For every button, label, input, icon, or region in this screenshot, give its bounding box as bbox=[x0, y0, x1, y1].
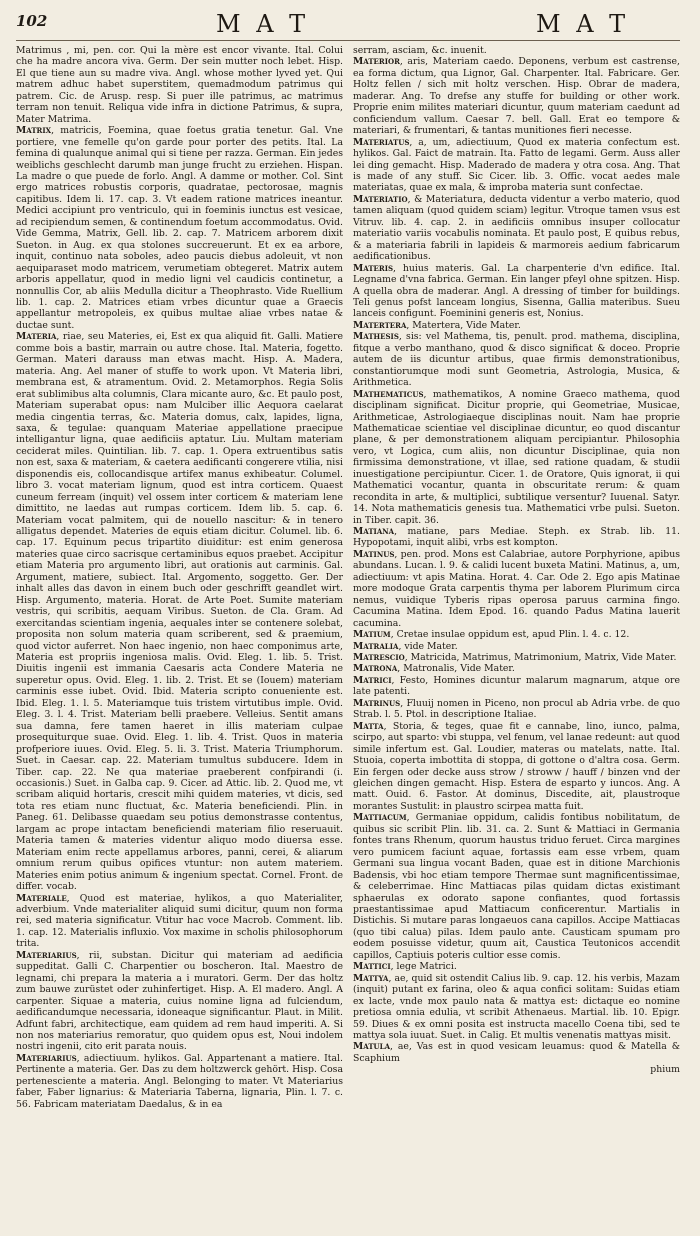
entry-headword: Matrinus bbox=[353, 697, 401, 709]
entry-text: , sis: vel Mathema, tis, penult. prod. mathema, disciplina, fitque a verbo manthano, quod & disco significat & doceo. Proprie autem de iis dicuntur artibus, quae firmis demonstrationibus, constantiorumque modi sunt Geometria, Astrologia, Musica, & Arithmetica. bbox=[353, 331, 680, 389]
dictionary-entry bbox=[353, 663, 680, 674]
entry-text: , Festo, Homines dicuntur malarum magnarum, atque ore late patenti. bbox=[353, 674, 680, 698]
entry-headword: Materia bbox=[16, 331, 57, 343]
entry-text: serram, asciam, &c. inuenit. bbox=[353, 45, 487, 56]
page-number: 102 bbox=[16, 12, 48, 30]
entry-headword: Mattici bbox=[353, 961, 391, 973]
entry-text: , vide Mater. bbox=[398, 640, 458, 652]
entry-text: , mathematikos, A nomine Graeco mathema, quod disciplinam significat. Dicitur proprie, qui Geometriae, Musicae, Arithmeticae, Astrologiaeque disciplinas nouit. Nam hae proprie Mathematicae scientiae vel disciplinae dicuntur, eo quod discantur plane, & per demonstrationem aliquam percipiantur. Philosophia vero, vt Logica, cum aliis, non dicuntur Disciplinae, quia non firmissima demonstratione, vt illae, sed ratione quadam, & studii inuestigatione percipiuntur. Cicer. 1. de Oratore, Quis ignorat, ii qui Mathematici vocantur, quanta in obscuritate rerum: & quam recondita in arte, & multiplici, subtilique versentur? Iuuenal. Satyr. 14. Nota mathematicis genesis tua. Mathematici vrbe pulsi. Sueton. in Tiber. capit. 36. bbox=[353, 388, 680, 526]
dictionary-entry bbox=[353, 526, 680, 549]
running-head-right: M A T bbox=[536, 10, 630, 38]
dictionary-entry bbox=[353, 137, 680, 194]
page-header bbox=[16, 10, 680, 41]
dictionary-entry bbox=[353, 641, 680, 652]
entry-headword: Matula bbox=[353, 1041, 391, 1053]
dictionary-entry bbox=[353, 331, 680, 388]
entry-text: , rii, substan. Dicitur qui materiam ad aedificia suppeditat. Galli C. Charpentier ou boscheron. Ital. Maestro de legnami, chi prepara la materia a i muratori. Germ. Der das holtz zum bauwe zurüstet oder zuhinfertiget. Hisp. A. El madero. Angl. A carpenter. Siquae a materia, cuius nomine ligna ad fulciendum, aedificandumque necessaria, idoneaque significantur. Plaut. in Milit. Adfunt fabri, architectique, eam quidem ad rem haud imperiti. A. Si non nos materiarius remoratur, quo quidem opus est, Noui indolem nostri ingenii, cito erit parata nouis. bbox=[16, 949, 343, 1053]
left-column bbox=[16, 45, 343, 1225]
catchword: phium bbox=[650, 1064, 680, 1076]
text-columns bbox=[16, 45, 680, 1225]
entry-headword: Materiarius bbox=[16, 1052, 77, 1064]
entry-headword: Matrix bbox=[16, 125, 52, 137]
entry-headword: Matium bbox=[353, 629, 391, 641]
entry-text: , ae, Vas est in quod vesicam leuamus: quod & Matella & Scaphium bbox=[353, 1041, 680, 1064]
entry-headword: Materis bbox=[353, 262, 394, 274]
running-head-left: M A T bbox=[216, 10, 310, 38]
entry-headword: Mattiacum bbox=[353, 812, 407, 824]
entry-text: , aris, Materiam caedo. Deponens, verbum est castrense, ea forma dictum, qua Lignor, Gal. Charpenter. Ital. Fabricare. Ger. Holtz fellen / sich mit holtz verschen. Hisp. Obrar de madera, maderar. Ang. To drefse any stuffe for building or other work. Proprie enim milites materiari dicuntur, quum materiam caedunt ad conficiendum vallum. Caesar 7. bell. Gall. Erat eo tempore & materiari, & frumentari, & tantas munitiones fieri necesse. bbox=[353, 56, 680, 137]
entry-headword: Matinus bbox=[353, 548, 395, 560]
dictionary-entry bbox=[353, 549, 680, 629]
entry-headword: Mathesis bbox=[353, 331, 399, 343]
entry-text: , huius materis. Gal. La charpenterie d'vn edifice. Ital. Legname d'vna fabrica. German. Ein langer pfeyl ohne spitzen. Hisp. A quella obra de maderar. Angl. A dressing of timber for buildings. Teli genus pofst lanceam longius, Sisenna, Gallia materibus. Sueu lanceis configunt. Foeminini generis est, Nonius. bbox=[353, 262, 680, 320]
entry-text: , Matronalis, Vide Mater. bbox=[397, 663, 515, 675]
entry-headword: Matta bbox=[353, 720, 384, 732]
entry-text: , ae, quid sit ostendit Calius lib. 9. cap. 12. his verbis, Mazam (inquit) putant ex farina, oleo & aqua confici solitam: Suidas etiam ex lacte, vnde mox paulo nata & mattya est: dictaque eo nomine pretiosa omnia edulia, vt scribit Athenaeus. Martial. lib. 10. Epigr. 59. Diues & ex omni posita est instructa macello Coena tibi, sed te mattya sola iuuat. Suet. in Calig. Et multis venenatis mattyas misit. bbox=[353, 972, 680, 1041]
entry-headword: Materiatus bbox=[353, 136, 410, 148]
entry-text: , matricis, Foemina, quae foetus gratia tenetur. Gal. Vne portiere, vne femelle qu'on garde pour porter des petits. Ital. La femina di qualunque animal qui si tiene per razza. German. Ein jedes weiblichs geschlecht darumb man junge frucht zu erziehen. Hispan. La madre o que puede de forlo. Angl. A damme or mother. Col. Sint ergo matrices robustis corporis, quadratae, pectorosae, magnis capitibus. Idem li. 17. cap. 3. Vt eadem ratione matrices ineantur. Medici accipiunt pro ventriculo, qui in foeminis iunctus est vesicae, ad recipiendum semen, & continendum foetum accommodatus. Ovid. Vide Gemma, Matrix, Gell. lib. 2. cap. 7. Matricem arborem dixit Sueton. in Aug. ex qua stolones succreuerunt. Et ex ea arbore, inquit, continuo nata soboles, adeo paucis diebus adoleuit, vt non aequiparaset modo matricem, verumetiam obtegeret. Matrix autem arboris appellatur, quod in medio ligni vel caudicis continetur, a nonnullis Cor, ab aliis Medulla dicitur a Theophrasto. Vide Ruellium lib. 1. cap. 2. Matrices etiam vrbes dicuntur quae a Graecis appellantur metropoleis, ex quibus multae aliae vrbes natae & ductae sunt. bbox=[16, 125, 343, 331]
entry-text: , Germaniae oppidum, calidis fontibus nobilitatum, de quibus sic scribit Plin. lib. 31. ca. 2. Sunt & Mattiaci in Germania fontes trans Rhenum, quorum haustus triduo feruet. Circa margines vero pumicem faciunt aquae, fortassis eam esse vrbem, quam Germani sua lingua vocant Baden, quae est in ditione Marchionis Badensis, vbi hoc etiam tempore Thermae sunt magnificentissimae, & celeberrimae. Hinc Mattiacas pilas quidam dictas existimant sphaerulas ex odorato sapone confiantes, quod fortassis praestantissimae apud Mattiacum conficerentur. Martialis in Distichis. Si mutare paras longaeuos cana capillos. Accipe Mattiacas (quo tibi calua) pilas. Idem paulo ante. Causticam spumam pro eodem posuisse videtur, quum ait, Caustica Teutonicos accendit capillos, Captiuis poteris cultior esse comis. bbox=[353, 812, 680, 961]
entry-headword: Matertera bbox=[353, 319, 407, 331]
entry-headword: Matrescio bbox=[353, 652, 405, 664]
right-column bbox=[353, 45, 680, 1225]
entry-headword: Matralia bbox=[353, 640, 399, 652]
entry-text: , lege Matrici. bbox=[390, 961, 457, 973]
dictionary-entry bbox=[353, 721, 680, 813]
dictionary-entry bbox=[16, 45, 343, 125]
dictionary-entry bbox=[353, 812, 680, 961]
dictionary-entry bbox=[353, 629, 680, 640]
dictionary-entry bbox=[353, 973, 680, 1042]
dictionary-entry bbox=[353, 45, 680, 56]
entry-text: , Cretae insulae oppidum est, apud Plin. l. 4. c. 12. bbox=[390, 629, 630, 641]
dictionary-entry bbox=[353, 320, 680, 331]
entry-text: , Quod est materiae, hylikos, a quo Materialiter, adverbium. Vnde materialiter aliquid sumi dicitur, quum non forma rei, sed materia significatur. Vtitur hac voce Macrob. Comment. lib. 1. cap. 12. Materialis influxio. Vox maxime in scholis philosophorum trita. bbox=[16, 892, 343, 950]
dictionary-entry bbox=[353, 961, 680, 972]
entry-headword: Matiana bbox=[353, 526, 395, 538]
dictionary-entry bbox=[16, 1053, 343, 1110]
entry-headword: Materiarius bbox=[16, 949, 77, 961]
dictionary-entry bbox=[353, 1041, 680, 1064]
entry-text: , Storia, & teges, quae fit e cannabe, lino, iunco, palma, scirpo, aut sparto: vbi stuppa, vel fenum, vel lanae redeunt: aut quod simile infertum est. Gal. Loudier, materas ou matelats, natte. Ital. Stuoia, coperta imbottita di stoppa, di gottone o d'altra cosa. Germ. Ein fergen oder decke auss strow / stroww / hauff / binzen vnd der gleichen dingen gemacht. Hisp. Estera de esparto y iuncos. Ang. A matt. Ouid. 6. Fastor. At dominus, Discedite, ait, plaustroque morantes Sustulit: in plaustro scirpea matta fuit. bbox=[353, 720, 680, 812]
entry-text: , pen. prod. Mons est Calabriae, autore Porphyrione, apibus abundans. Lucan. l. 9. & calidi lucent buxeta Matini. Matinus, a, um, adiectiuum: vt apis Matina. Horat. 4. Car. Ode 2. Ego apis Matinae more modoque Grata carpentis thyma per laborem Plurimum circa nemus, vuidique Tyberis ripas operosa paruus carmina fingo. Cacumina Matina. Idem Epod. 16. quando Padus Matina lauerit cacumina. bbox=[353, 548, 680, 629]
dictionary-entry bbox=[353, 389, 680, 526]
dictionary-entry bbox=[353, 652, 680, 663]
entry-text: , adiectiuum. hylikos. Gal. Appartenant a matiere. Ital. Pertinente a materia. Ger. Das zu dem holtzwerck gehört. Hisp. Cosa pertenesciente a materia. Angl. Belonging to mater. Vt Materiarius faber, Faber lignarius: & Materiaria Taberna, lignaria, Plin. l. 7. c. 56. Fabricam materiatam Daedalus, & in ea bbox=[16, 1052, 343, 1110]
dictionary-entry bbox=[353, 698, 680, 721]
entry-text: , matiane, pars Mediae. Steph. ex Strab. lib. 11. Hypopotami, inquit alibi, vrbs est kompton. bbox=[353, 526, 680, 549]
entry-text: , Fluuij nomen in Piceno, non procul ab Adria vrbe. de quo Strab. l. 5. Ptol. in descriptione Italiae. bbox=[353, 697, 680, 721]
dictionary-entry bbox=[16, 950, 343, 1053]
entry-text: Matrimus , mi, pen. cor. Qui la mère est encor vivante. Ital. Colui che ha madre ancora viva. Germ. Der sein mutter noch lebet. Hisp. El que tiene aun su madre viva. Angl. whose mother lyved yet. Qui matrem adhuc habet superstitem, quemadmodum patrimus qui patrem. Cic. de Arusp. resp. Si puer ille patrimus, ac matrimus terram non tenuit. Reliqua vide infra in dictione Patrimus, & supra, Mater Matrima. bbox=[16, 45, 343, 125]
entry-text: , Matertera, Vide Mater. bbox=[406, 319, 521, 331]
entry-headword: Materior bbox=[353, 56, 400, 68]
dictionary-entry bbox=[353, 194, 680, 263]
dictionary-entry bbox=[16, 331, 343, 892]
dictionary-entry bbox=[353, 56, 680, 136]
entry-headword: Materiale bbox=[16, 892, 67, 904]
entry-headword: Materiatio bbox=[353, 193, 408, 205]
dictionary-entry bbox=[16, 125, 343, 331]
entry-headword: Matrona bbox=[353, 663, 398, 675]
entry-headword: Mathematicus bbox=[353, 388, 424, 400]
entry-text: , & Materiatura, deducta videntur a verbo materio, quod tamen aliquam (quod quidem sciam) legitur. Vtroque tamen vsus est Vitruv. lib. 4. cap. 2. in aedificiis omnibus insuper collocatur materiatio variis vocabulis nominata. Et paulo post, E quibus rebus, & a materiaria fabrili in lapideis & marmoreis aedium fabricarum aedificationibus. bbox=[353, 193, 680, 263]
entry-headword: Matrici bbox=[353, 674, 392, 686]
entry-text: , riae, seu Materies, ei, Est ex qua aliquid fit. Galli. Matiere comme bois a bastir, marrain ou autre chose. Ital. Materia, fogetto. German. Materi darauss man etwas macht. Hisp. A. Madera, materia. Ang. Ael maner of stuffe to work upon. Vt Materia libri, membrana est, & atramentum. Ovid. 2. Metamorphos. Regia Solis erat sublimibus alta columnis, Clara micante auro, &c. Et paulo post, Materiam superabat opus: nam Mulciber illic Aequora caelarat media cingentia terras, &c. Materia domus, calx, lapides, ligna, saxa, & tegulae: quanquam Materiae appellatione praecipue intelligantur ligna, quae aedificiis aptatur. Liu. Multam materiam ceciderat miles. Quintilian. lib. 7. cap. 1. Opera extruentibus satis non est, saxa & materiam, & caetera aedificanti congerere vtilia, nisi disponendis eis, collocandisque artifex manus exhibeatur. Columel. libro 3. vocat materiam lignum, quod est intra corticem. Quaest cuneum ferream (inquit) vel ossem inter corticem & materiam lene dimittito, ne laedas aut rumpas corticem. Idem lib. 5. cap. 6. Materiam vocat palmitem, qui de nouello nascitur: & in tenero alligatus dependet. Materies de equis etiam dicitur. Columel. lib. 6. cap. 17. Equinum pecus tripartito diuiditur: est enim generosa materies quae circo sacrisque certaminibus equos praebet. Accipitur etiam Materia pro argumento libri, aut orationis aut carminis. Gal. Argument, matiere, subiect. Ital. Argomento, soggetto. Ger. Der inhalt alles das davon in einem buch oder geschrifft geandlet wirt. Hisp. Argumento, materia. Horat. de Arte Poet. Sumite materiam vestris, qui scribitis, aequam Viribus. Sueton. de Cla. Gram. Ad exercitandas scientiam ingenia, aequales inter se contenere solebat, proposita non solum materia quam scriberent, sed & praemium, quod victor auferret. Non haec ingenio, non haec componimus arte, Materia est propriis ingeniosa malis. Ovid. Eleg. 1. lib. 5. Trist. Diuitis ingenii est immania Caesaris acta Condere Materia ne superetur opus. Ovid. Eleg. 1. lib. 2. Trist. Et se (Iouem) materiam carminis esse iubet. Ovid. Ibid. Materia scripto conueniente est. Ibid. Eleg. 1. l. 5. Materiamque tuis tristem virtutibus imple. Ovid. Eleg. 3. l. 4. Trist. Materiam belli praebere. Velleius. Sentit amans sua damna, fere tamen haeret in illis materiam culpae prosequiturque suae. Ovid. Eleg. 1. lib. 4. Trist. Quos in materia profperiore iuues. Ovid. Eleg. 5. li. 3. Trist. Materia Triumphorum. Suet. in Caesar. cap. 22. Materiam tumultus subducere. Idem in Tiber. cap. 22. Ne qua materiae praeberent confpirandi (i. occasionis.) Suet. in Galba cap. 9. Cicer. ad Attic. lib. 2. Quod me, vt scribam aliquid hortaris, crescit mihi quidem materies, vt dicis, sed tota res etiam nunc fluctuat, &c. Materia beneficiendi. Plin. in Paneg. 61. Delibasse quaedam seu potius demonstrasse contentus, largam ac prope intactam beneficiendi materiam filio reseruauit. Materia tamen & materies videntur aliquo modo diuersa esse. Materiam enim recte appellamus arbores, panni, cerei, & aliarum omnium rerum quibus opifices vtuntur: non autem materiem. Materies enim potius animum & ingenium spectat. Cornel. Front. de differ. vocab. bbox=[16, 331, 343, 893]
dictionary-entry bbox=[353, 263, 680, 320]
dictionary-entry bbox=[353, 675, 680, 698]
entry-text: , a, um, adiectiuum, Quod ex materia confectum est. hylikos. Gal. Faict de matrain. Ita. Fatto de legami. Germ. Auss aller lei ding gemacht. Hisp. Maderado de madera y otra cosa. Ang. That is made of any stuff. Sic Cicer. lib. 3. Offic. vocat aedes male materiatas, quae ex mala, & improba materia sunt confectae. bbox=[353, 136, 680, 194]
entry-headword: Mattya bbox=[353, 972, 389, 984]
dictionary-entry bbox=[16, 893, 343, 950]
entry-text: , Matricida, Matrimus, Matrimonium, Matrix, Vide Mater. bbox=[404, 652, 677, 664]
